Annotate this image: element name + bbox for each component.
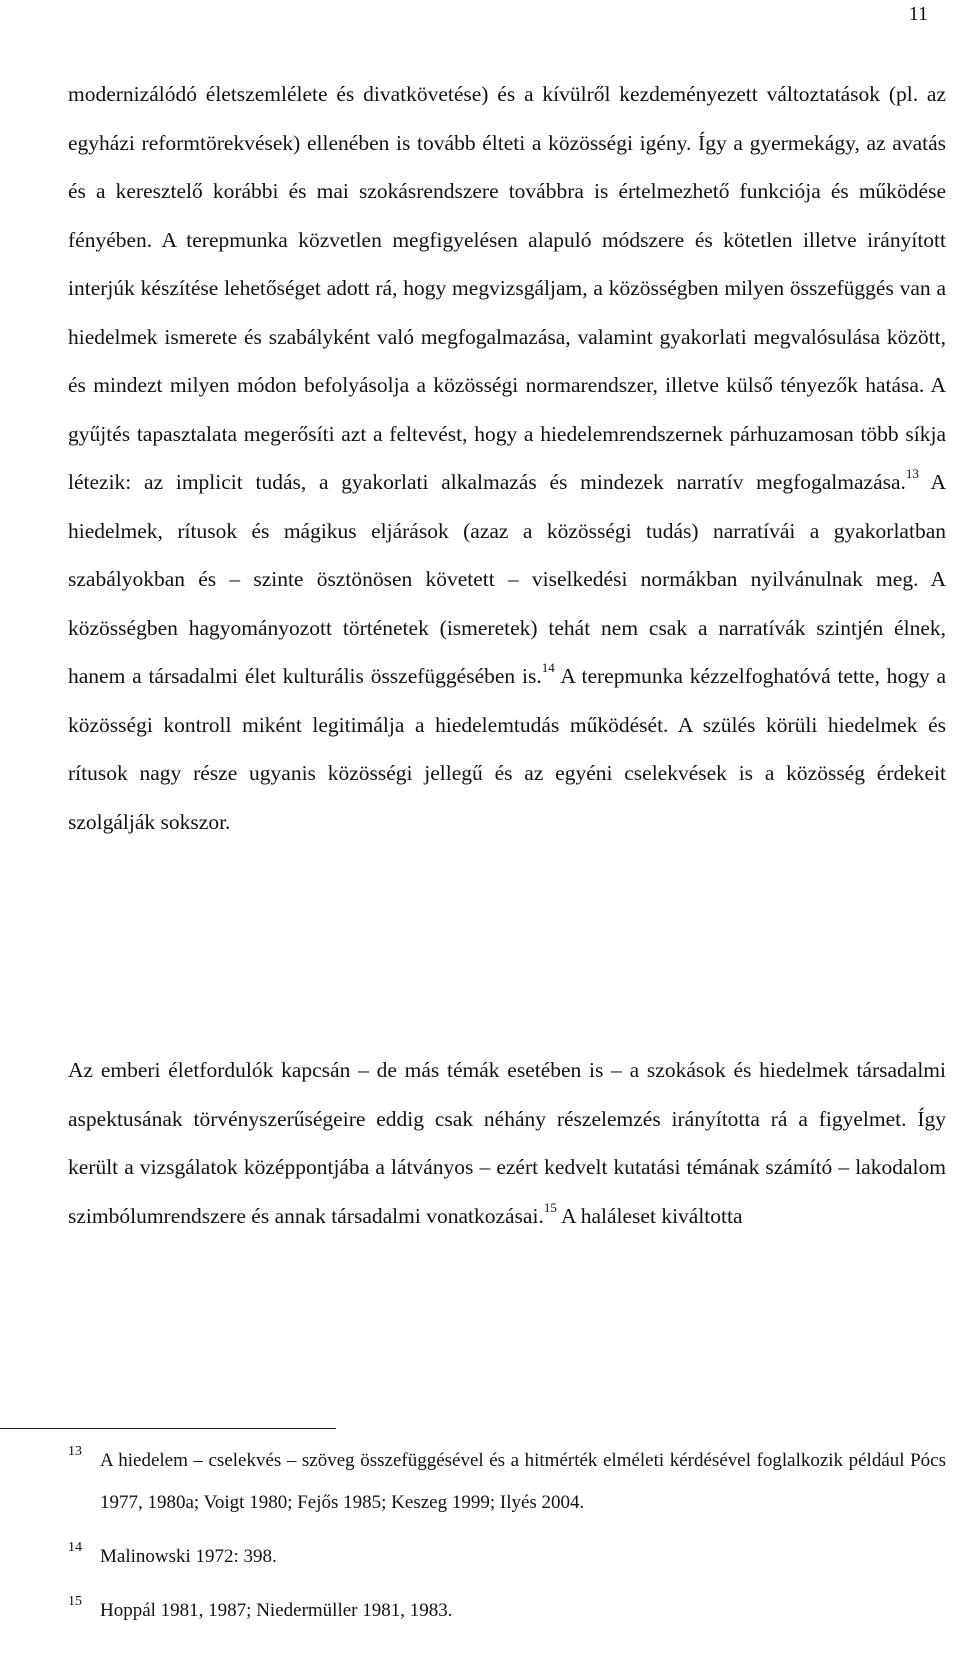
footnote-number: 14 (68, 1540, 82, 1555)
paragraph-text: A terepmunka kézzelfoghatóvá tette, hogy a közösségi kontroll miként legitimálja a hiedelemtudás működését. A szülés körüli hiedelmek és rítusok nagy része ugyanis közösségi jellegű és az egyéni cselekvések is a közösség érdekeit szolgálják sokszor. (68, 664, 946, 834)
footnote-15 (68, 1590, 946, 1632)
footnote-text: A hiedelem – cselekvés – szöveg összefüggésével és a hitmérték elméleti kérdésével foglalkozik például Pócs 1977, 1980a; Voigt 1980; Fejős 1985; Keszeg 1999; Ilyés 2004. (100, 1450, 946, 1513)
footnote-number: 13 (68, 1444, 82, 1459)
footnote-ref-14[interactable]: 14 (541, 660, 555, 675)
body-paragraph-1 (68, 70, 946, 846)
footnote-ref-15[interactable]: 15 (543, 1199, 557, 1215)
paragraph-text: A haláleset kiváltotta (556, 1203, 743, 1228)
footnote-14 (68, 1536, 946, 1578)
body-paragraph-2 (68, 1046, 946, 1240)
footnotes (68, 1440, 946, 1632)
footnote-number: 15 (68, 1594, 82, 1609)
paragraph-text: A hiedelmek, rítusok és mágikus eljárások (azaz a közösségi tudás) narratívái a gyakorlatban szabályokban és – szinte ösztönösen követett – viselkedési normákban nyilvánulnak meg. A közösségben hagyományozott történetek (ismeretek) tehát nem csak a narratívák szintjén élnek, hanem a társadalmi élet kulturális összefüggésében is. (68, 470, 946, 688)
paragraph-text: modernizálódó életszemlélete és divatkövetése) és a kívülről kezdeményezett változtatások (pl. az egyházi reformtörekvések) ellenében is tovább élteti a közösségi igény. Így a gyermekágy, az avatás és a keresztelő korábbi és mai szokásrendszere továbbra is értelmezhető funkciója és működése fényében. A terepmunka közvetlen megfigyelésen alapuló módszere és kötetlen illetve irányított interjúk készítése lehetőséget adott rá, hogy megvizsgáljam, a közösségben milyen összefüggés van a hiedelmek ismerete és szabályként való megfogalmazása, valamint gyakorlati megvalósulása között, és mindezt milyen módon befolyásolja a közösségi normarendszer, illetve külső tényezők hatása. A gyűjtés tapasztalata megerősíti azt a feltevést, hogy a hiedelemrendszernek párhuzamosan több síkja létezik: az implicit tudás, a gyakorlati alkalmazás és mindezek narratív megfogalmazása. (68, 82, 946, 494)
footnote-ref-13[interactable]: 13 (905, 466, 919, 481)
footnote-separator (0, 1428, 336, 1429)
footnote-text: Malinowski 1972: 398. (100, 1546, 277, 1567)
footnote-13 (68, 1440, 946, 1524)
page-number: 11 (908, 3, 928, 25)
paragraph-text: Az emberi életfordulók kapcsán – de más témák esetében is – a szokások és hiedelmek társadalmi aspektusának törvényszerűségeire eddig csak néhány részelemzés irányította rá a figyelmet. Így került a vizsgálatok középpontjába a látványos – ezért kedvelt kutatási témának számító – lakodalom szimbólumrendszere és annak társadalmi vonatkozásai. (68, 1058, 946, 1228)
footnote-text: Hoppál 1981, 1987; Niedermüller 1981, 1983. (100, 1600, 453, 1621)
